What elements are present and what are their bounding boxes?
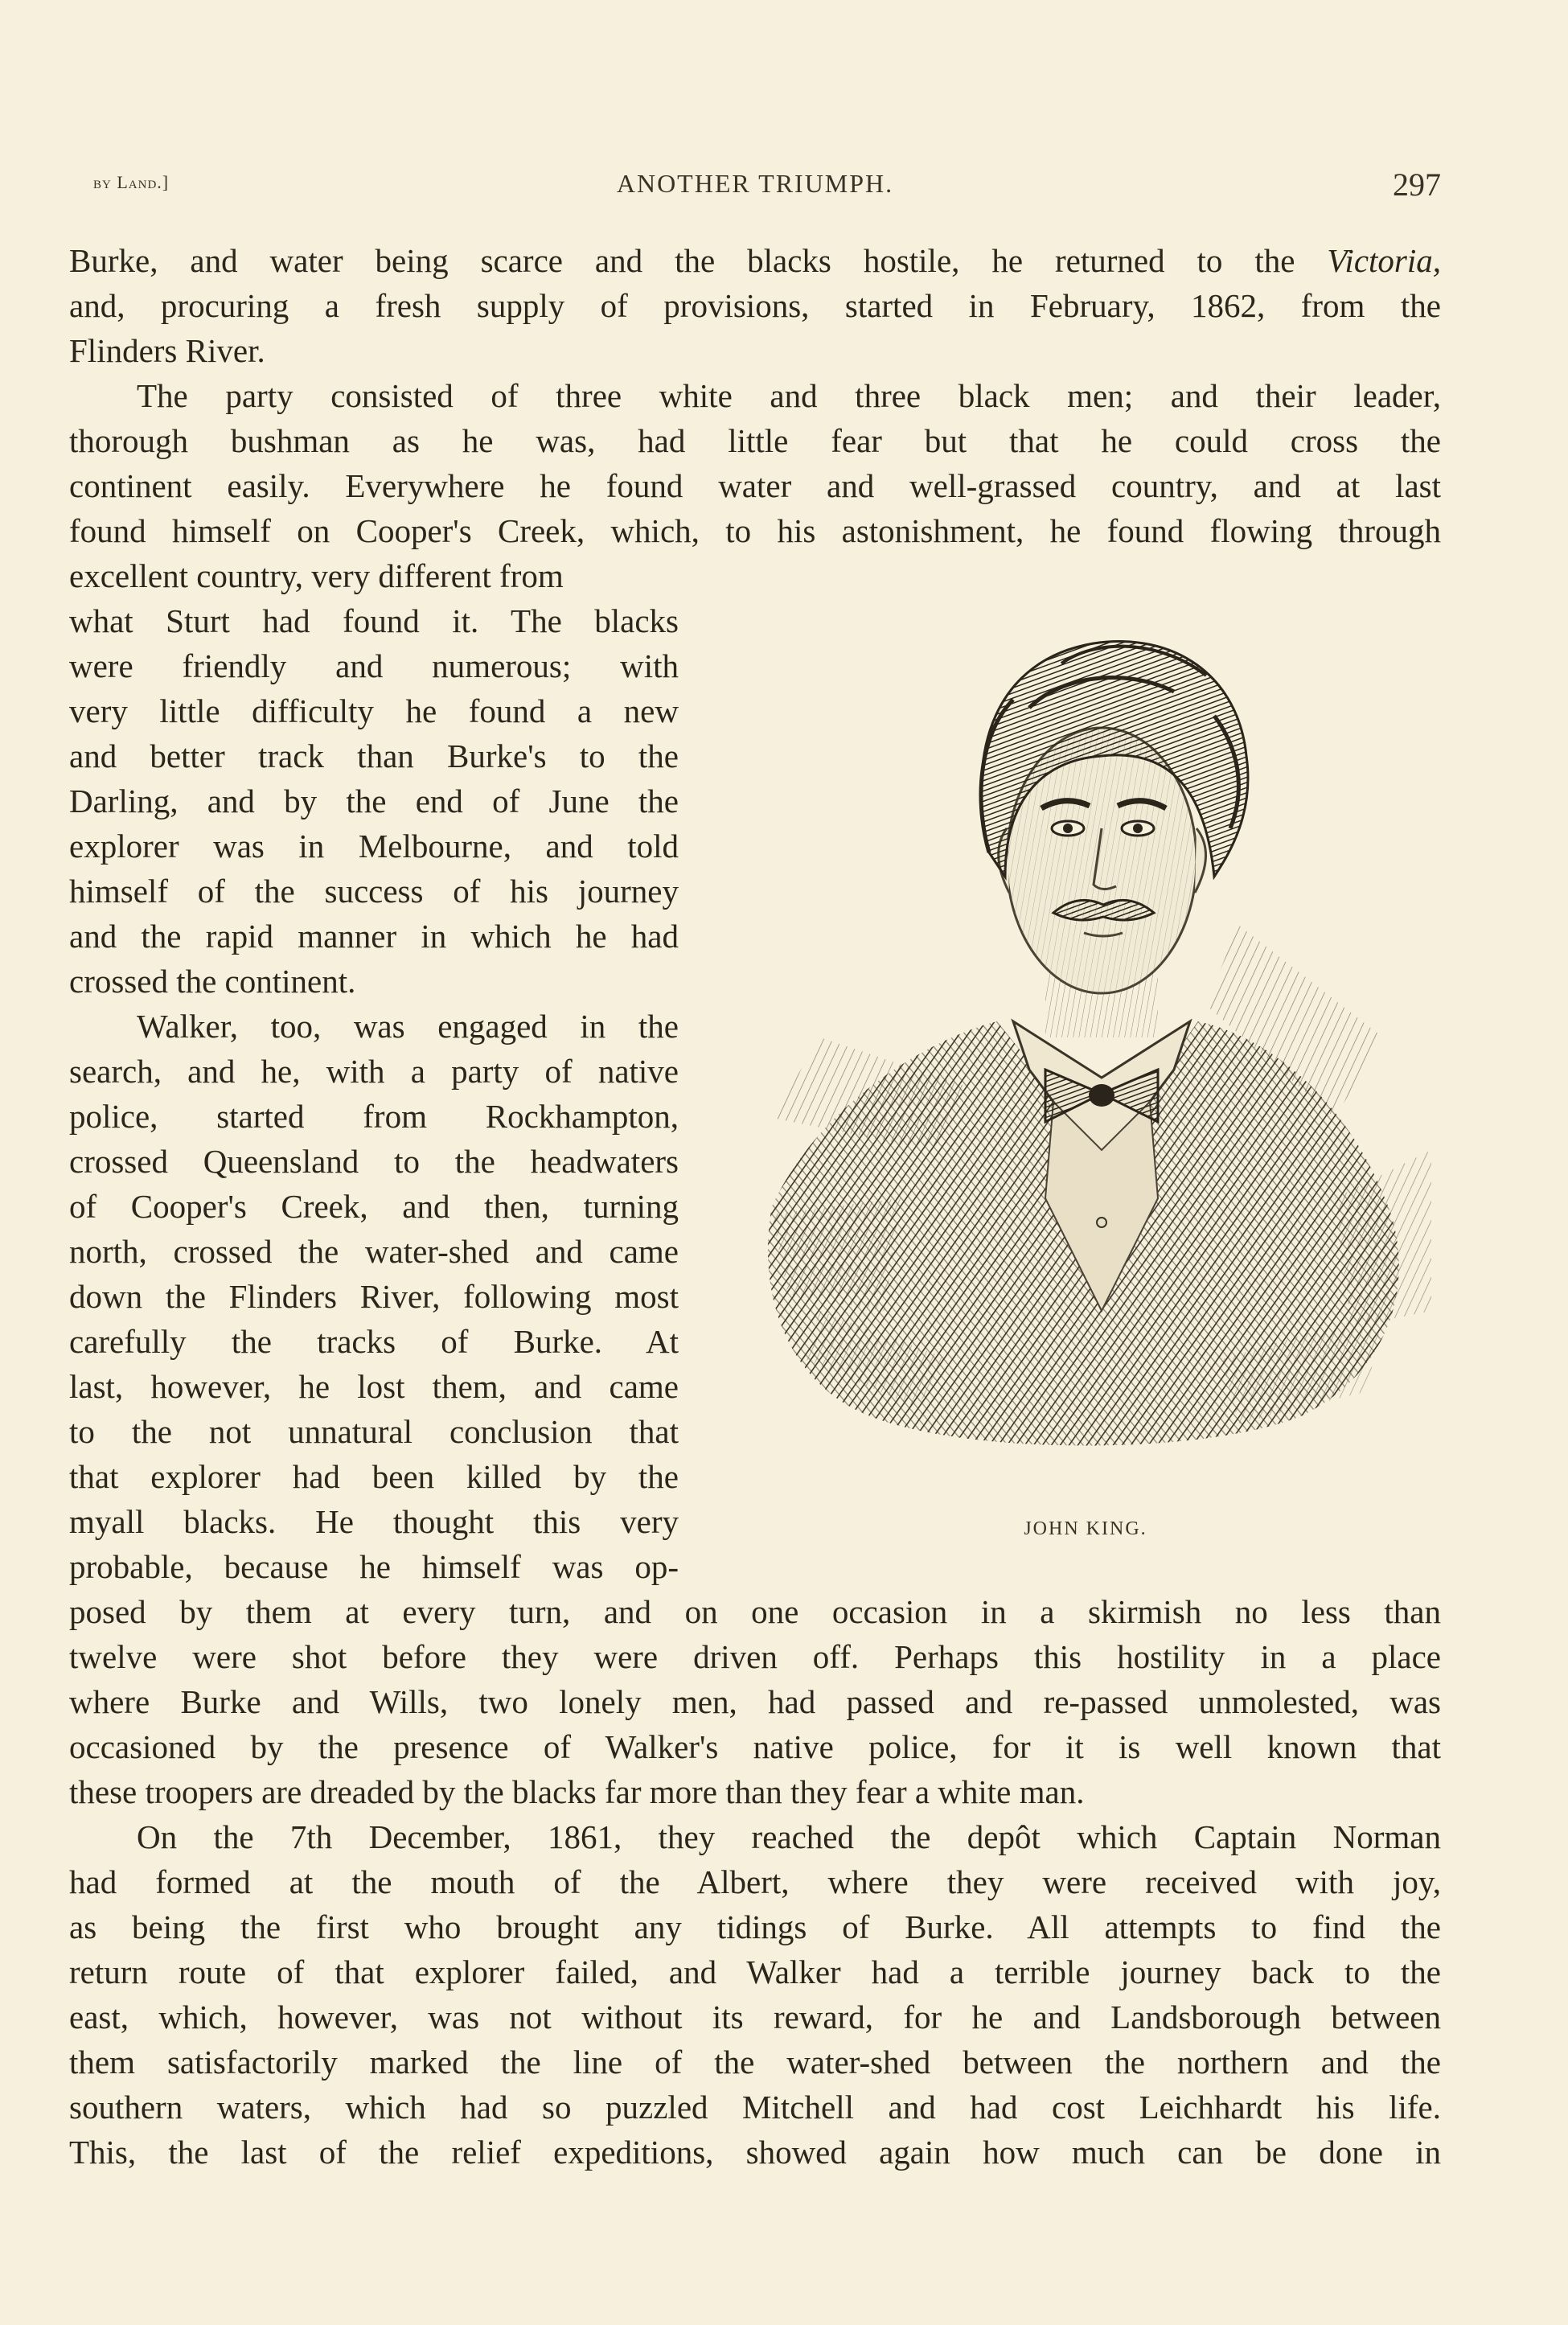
text-line: occasioned by the presence of Walker's native police, for it is well known that bbox=[69, 1728, 1441, 1765]
text-line: twelve were shot before they were driven off. Perhaps this hostility in a place bbox=[69, 1638, 1441, 1675]
text-line: search, and he, with a party of native bbox=[69, 1053, 679, 1090]
text-line: last, however, he lost them, and came bbox=[69, 1368, 679, 1405]
text-line: to the not unnatural conclusion that bbox=[69, 1413, 679, 1450]
text-line: these troopers are dreaded by the blacks far more than they fear a white man. bbox=[69, 1773, 1085, 1810]
text-line: were friendly and numerous; with bbox=[69, 647, 679, 684]
text-line: himself of the success of his journey bbox=[69, 873, 679, 910]
text-line: Walker, too, was engaged in the bbox=[137, 1008, 679, 1045]
text-line: crossed Queensland to the headwaters bbox=[69, 1143, 679, 1180]
text-line: myall blacks. He thought this very bbox=[69, 1503, 679, 1540]
text-line: Burke, and water being scarce and the blacks hostile, he returned to the Victoria, bbox=[69, 242, 1441, 279]
text-line: probable, because he himself was op- bbox=[69, 1548, 679, 1585]
text-line: of Cooper's Creek, and then, turning bbox=[69, 1188, 679, 1225]
text-line: had formed at the mouth of the Albert, where they were received with joy, bbox=[69, 1863, 1441, 1900]
italic-ship-name: Victoria, bbox=[1327, 242, 1441, 279]
text-line: explorer was in Melbourne, and told bbox=[69, 828, 679, 865]
text-line: what Sturt had found it. The blacks bbox=[69, 602, 679, 639]
text-line: police, started from Rockhampton, bbox=[69, 1098, 679, 1135]
text-line: thorough bushman as he was, had little fear but that he could cross the bbox=[69, 422, 1441, 459]
text-line: Flinders River. bbox=[69, 332, 265, 369]
text-line: The party consisted of three white and three black men; and their leader, bbox=[137, 377, 1441, 414]
text-line: carefully the tracks of Burke. At bbox=[69, 1323, 679, 1360]
text-line: This, the last of the relief expeditions, showed again how much can be done in bbox=[69, 2134, 1441, 2171]
text-line: and the rapid manner in which he had bbox=[69, 918, 679, 955]
text-line: down the Flinders River, following most bbox=[69, 1278, 679, 1315]
figure-caption: JOHN KING. bbox=[1024, 1518, 1147, 1539]
text-line: found himself on Cooper's Creek, which, to his astonishment, he found flowing through bbox=[69, 512, 1441, 549]
text-line: and better track than Burke's to the bbox=[69, 737, 679, 774]
text-line: them satisfactorily marked the line of the water-shed between the northern and the bbox=[69, 2044, 1441, 2081]
running-head-left: by Land.] bbox=[93, 172, 170, 192]
text-line: continent easily. Everywhere he found water and well-grassed country, and at last bbox=[69, 467, 1441, 504]
text-line: where Burke and Wills, two lonely men, had passed and re-passed unmolested, was bbox=[69, 1683, 1441, 1720]
text-line: posed by them at every turn, and on one occasion in a skirmish no less than bbox=[69, 1593, 1441, 1630]
text-line: return route of that explorer failed, and Walker had a terrible journey back to the bbox=[69, 1953, 1441, 1990]
text-line: southern waters, which had so puzzled Mitchell and had cost Leichhardt his life. bbox=[69, 2089, 1441, 2126]
text-line: and, procuring a fresh supply of provisions, started in February, 1862, from the bbox=[69, 287, 1441, 324]
text-line: excellent country, very different from bbox=[69, 557, 564, 594]
portrait-engraving bbox=[724, 587, 1447, 1496]
text-line: very little difficulty he found a new bbox=[69, 692, 679, 729]
page-number: 297 bbox=[1393, 166, 1441, 203]
text-line: that explorer had been killed by the bbox=[69, 1458, 679, 1495]
text-line: east, which, however, was not without its reward, for he and Landsborough between bbox=[69, 1998, 1441, 2035]
text-line: On the 7th December, 1861, they reached the depôt which Captain Norman bbox=[137, 1818, 1441, 1855]
running-head bbox=[69, 166, 1441, 209]
text-line: crossed the continent. bbox=[69, 963, 356, 1000]
running-head-title: ANOTHER TRIUMPH. bbox=[616, 169, 894, 198]
text-line: Darling, and by the end of June the bbox=[69, 783, 679, 820]
text-line: as being the first who brought any tidings of Burke. All attempts to find the bbox=[69, 1908, 1441, 1945]
text-line: north, crossed the water-shed and came bbox=[69, 1233, 679, 1270]
